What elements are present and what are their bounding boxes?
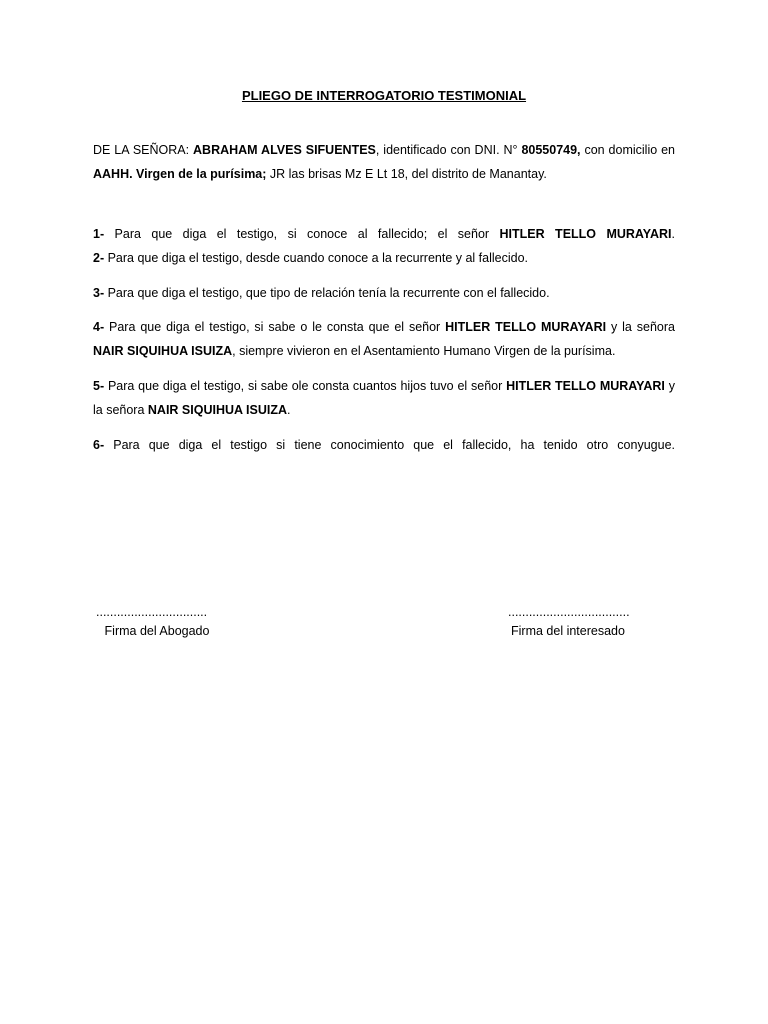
dni-number: 80550749, [521,143,581,157]
question-1 [93,222,675,246]
question-text: Para que diga el testigo si tiene conocimiento que el fallecido, ha tenido otro conyugue. [104,438,675,452]
question-text: , siempre vivieron en el Asentamiento Humano Virgen de la purísima. [232,344,616,358]
intro-paragraph [93,138,675,186]
question-text: y la señora [606,320,675,334]
question-text: y la señora [93,379,675,417]
question-number: 4- [93,320,105,334]
question-number: 6- [93,438,105,452]
question-bold: HITLER TELLO MURAYARI [445,320,607,334]
signature-line: ................................ [96,605,208,619]
question-5 [93,374,675,422]
question-3 [93,281,675,305]
address-bold: AAHH. Virgen de la purísima; [93,167,267,181]
question-text: . [671,227,675,241]
question-number: 1- [93,227,105,241]
signature-label: Firma del Abogado [104,624,210,638]
signature-line: ................................... [508,605,630,619]
question-bold: HITLER TELLO MURAYARI [499,227,672,241]
question-bold: NAIR SIQUIHUA ISUIZA [147,403,288,417]
question-2 [93,246,675,270]
intro-mid2: con domicilio en [580,143,676,157]
address-rest: JR las brisas Mz E Lt 18, del distrito de Manantay. [266,167,547,181]
question-6 [93,433,675,457]
question-4 [93,315,675,363]
question-text: Para que diga el testigo, si sabe ole consta cuantos hijos tuvo el señor [104,379,507,393]
document-title: PLIEGO DE INTERROGATORIO TESTIMONIAL [241,88,527,103]
question-text: Para que diga el testigo, que tipo de relación tenía la recurrente con el fallecido. [104,286,550,300]
question-text: Para que diga el testigo, desde cuando conoce a la recurrente y al fallecido. [104,251,529,265]
signature-interested [500,604,636,640]
question-text: Para que diga el testigo, si sabe o le consta que el señor [104,320,446,334]
intro-prefix: DE LA SEÑORA: [93,143,194,157]
question-number: 2- [93,251,105,265]
question-number: 3- [93,286,105,300]
intro-mid1: , identificado con DNI. N° [375,143,522,157]
signature-label: Firma del interesado [511,624,625,638]
question-bold: HITLER TELLO MURAYARI [506,379,665,393]
question-text: Para que diga el testigo, si conoce al fallecido; el señor [104,227,500,241]
question-bold: NAIR SIQUIHUA ISUIZA [93,344,233,358]
question-number: 5- [93,379,105,393]
declarant-name: ABRAHAM ALVES SIFUENTES [193,143,376,157]
signature-lawyer [92,604,222,640]
question-text: . [287,403,291,417]
